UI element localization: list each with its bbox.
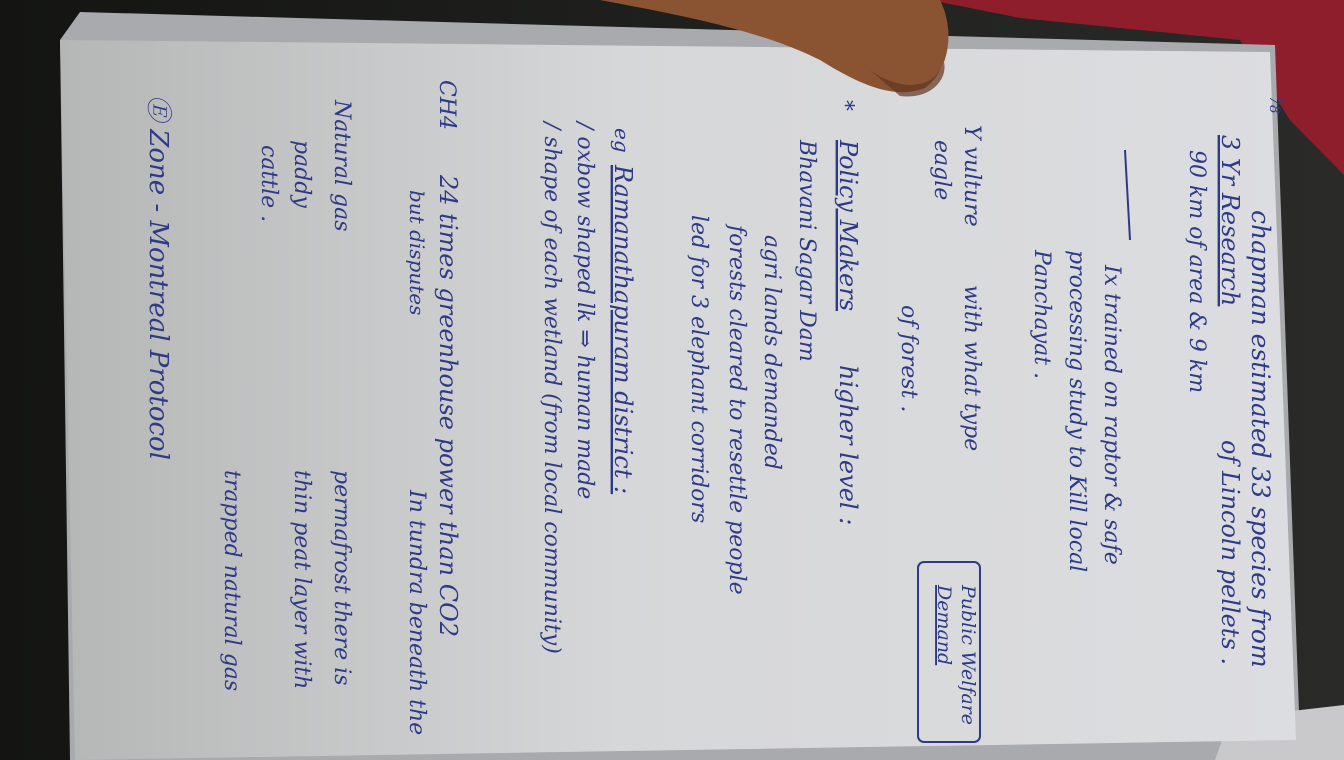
note-line: / oxbow shaped lk ⇒ human made: [572, 122, 597, 500]
note-line: / shape of each wetland (from local community): [539, 122, 564, 654]
note-line: 90 km of area & 9 km: [1184, 150, 1209, 394]
note-line: Natural gas: [329, 100, 354, 232]
note-line: but disputes: [405, 190, 429, 316]
bullet-item: led for 3 elephant corridors: [686, 215, 711, 524]
note-line: Ix trained on raptor & safe: [1099, 265, 1124, 565]
note-line: Bhavani Sagar Dam: [794, 140, 819, 362]
boxed-note-text: Demand: [933, 585, 955, 666]
note-line: CH4: [434, 80, 459, 131]
note-line: 24 times greenhouse power than CO2: [434, 175, 462, 638]
note-line: paddy: [289, 140, 314, 208]
star-bullet: *: [832, 100, 857, 111]
note-line: thin peat layer with: [289, 470, 314, 690]
note-line: eagle: [929, 140, 954, 201]
note-line: of forest .: [896, 305, 921, 413]
page-number: 78: [1266, 96, 1282, 114]
note-line: permafrost there is: [329, 470, 354, 686]
note-line: Panchayat .: [1029, 250, 1054, 380]
note-line: Y vulture: [959, 125, 984, 227]
note-line: In tundra beneath the: [404, 490, 429, 736]
bullet-item: forests cleared to resettle people: [724, 225, 749, 595]
note-line: cattle .: [256, 145, 281, 223]
note-line: chapman estimated 33 species from: [1246, 210, 1275, 668]
note-line: eg: [610, 128, 634, 153]
bullet-item: agri lands demanded: [759, 235, 784, 470]
note-line: Ramanathapuram district :: [609, 165, 637, 495]
note-line: 3 Yr Research: [1216, 135, 1244, 307]
note-line: higher level :: [834, 365, 862, 526]
note-line: with what type: [959, 285, 984, 452]
note-line: Policy Makers: [834, 140, 862, 312]
boxed-note-text: Public Welfare: [957, 585, 979, 726]
note-line: of Lincoln pellets .: [1216, 440, 1244, 666]
note-line: trapped natural gas: [219, 470, 244, 692]
note-line: processing study to Kill local: [1064, 250, 1089, 573]
note-line: Ⓔ Zone - Montreal Protocol: [143, 95, 173, 461]
